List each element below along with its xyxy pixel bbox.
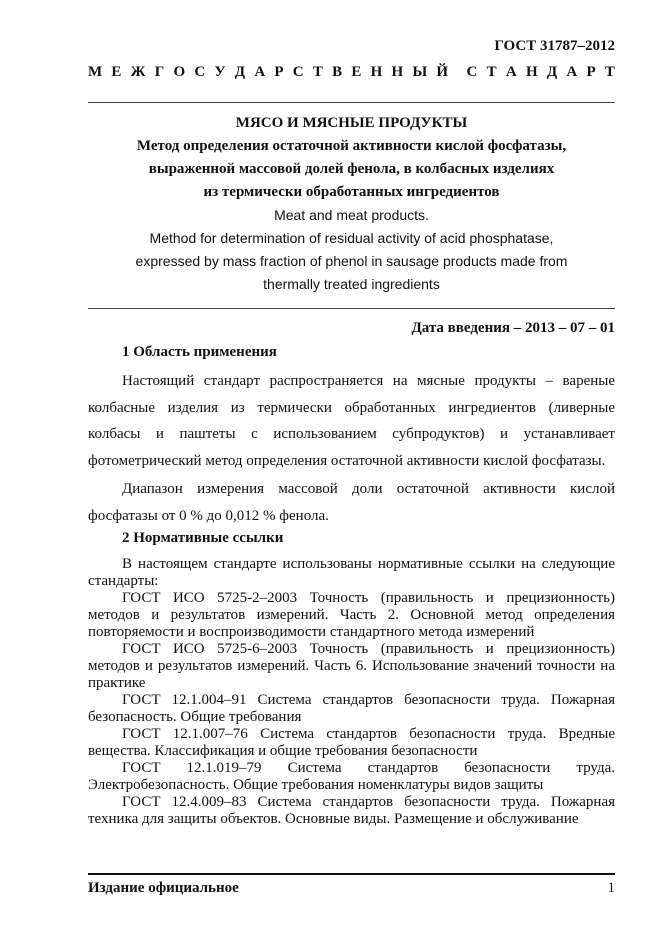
standard-letter: Г xyxy=(154,64,165,80)
standard-letter: А xyxy=(505,64,517,80)
section-1-paragraph-1: Настоящий стандарт распространяется на мясные продукты – вареные колбасные изделия из термически обработанных ингредиентов (ливерные колбасы и паштеты с использованием субпродуктов) и устанавливает фотометрический метод определения остаточной активности кислой фосфатазы. xyxy=(88,373,615,469)
standard-letter: Т xyxy=(312,64,323,80)
standard-letter: О xyxy=(173,64,186,80)
standard-letter: Н xyxy=(370,64,383,80)
standard-letter: Р xyxy=(274,64,284,80)
standard-letter: А xyxy=(566,64,578,80)
standard-letter: М xyxy=(88,64,103,80)
introduction-date: Дата введения – 2013 – 07 – 01 xyxy=(411,320,615,336)
title-ru-line: из термически обработанных ингредиентов xyxy=(203,184,500,200)
official-edition-label: Издание официальное xyxy=(88,880,239,896)
standard-letter: Т xyxy=(486,64,497,80)
top-rule xyxy=(88,102,615,103)
title-en-line: Method for determination of residual activity of acid phosphatase, xyxy=(149,230,554,246)
standard-letter: Н xyxy=(525,64,538,80)
normative-reference: ГОСТ 12.4.009–83 Система стандартов безопасности труда. Пожарная техника для защиты объектов. Основные виды. Размещение и обслуживание xyxy=(88,794,615,827)
normative-reference: ГОСТ ИСО 5725-6–2003 Точность (правильность и прецизионность) методов и результатов измерений. Часть 6. Использование значений точности на практике xyxy=(88,641,615,691)
standard-letter: В xyxy=(332,64,343,80)
title-en-line: expressed by mass fraction of phenol in sausage products made from xyxy=(135,253,568,269)
title-bottom-rule xyxy=(88,308,615,309)
section-2-heading: 2 Нормативные ссылки xyxy=(122,530,284,546)
footer-rule xyxy=(88,873,615,875)
standard-letter: А xyxy=(254,64,266,80)
title-ru-line: выраженной массовой долей фенола, в колбасных изделиях xyxy=(148,161,555,177)
section-2-paragraph xyxy=(88,556,615,828)
standard-letter: Н xyxy=(391,64,404,80)
section-1-heading: 1 Область применения xyxy=(122,344,277,360)
section-2-intro: В настоящем стандарте использованы нормативные ссылки на следующие стандарты: xyxy=(88,556,615,589)
page-number: 1 xyxy=(607,880,615,896)
standard-letter: У xyxy=(214,64,226,80)
title-en-line: Meat and meat products. xyxy=(274,207,429,223)
title-main: МЯСО И МЯСНЫЕ ПРОДУКТЫ xyxy=(235,115,468,131)
standard-letter: Е xyxy=(351,64,362,80)
title-en-line: thermally treated ingredients xyxy=(263,276,440,292)
standard-letter: Д xyxy=(546,64,558,80)
standard-letter: Т xyxy=(604,64,615,80)
normative-reference: ГОСТ ИСО 5725-2–2003 Точность (правильность и прецизионность) методов и результатов измерений. Часть 2. Основной метод определения повторяемости и воспроизводимости стандартного метода измерений xyxy=(88,590,615,640)
standard-code: ГОСТ 31787–2012 xyxy=(494,38,615,54)
standard-letter: Д xyxy=(234,64,246,80)
title-ru-line: Метод определения остаточной активности кислой фосфатазы, xyxy=(136,138,567,154)
standard-letter: С xyxy=(194,64,206,80)
standard-letter: Р xyxy=(586,64,596,80)
title-block xyxy=(88,112,615,296)
standard-letter: Ы xyxy=(412,64,428,80)
standard-letter: Е xyxy=(111,64,122,80)
standard-letter: С xyxy=(292,64,304,80)
normative-reference: ГОСТ 12.1.019–79 Система стандартов безопасности труда. Электробезопасность. Общие требования номенклатуры видов защиты xyxy=(88,760,615,793)
normative-reference: ГОСТ 12.1.007–76 Система стандартов безопасности труда. Вредные вещества. Классификация и общие требования безопасности xyxy=(88,726,615,759)
standard-letter: Й xyxy=(436,64,449,80)
section-1-paragraph-2: Диапазон измерения массовой доли остаточной активности кислой фосфатазы от 0 % до 0,012 % фенола. xyxy=(88,481,615,524)
standard-letter: Ж xyxy=(130,64,146,80)
interstate-standard-heading xyxy=(88,64,615,81)
normative-reference: ГОСТ 12.1.004–91 Система стандартов безопасности труда. Пожарная безопасность. Общие требования xyxy=(88,692,615,725)
standard-letter: С xyxy=(466,64,478,80)
